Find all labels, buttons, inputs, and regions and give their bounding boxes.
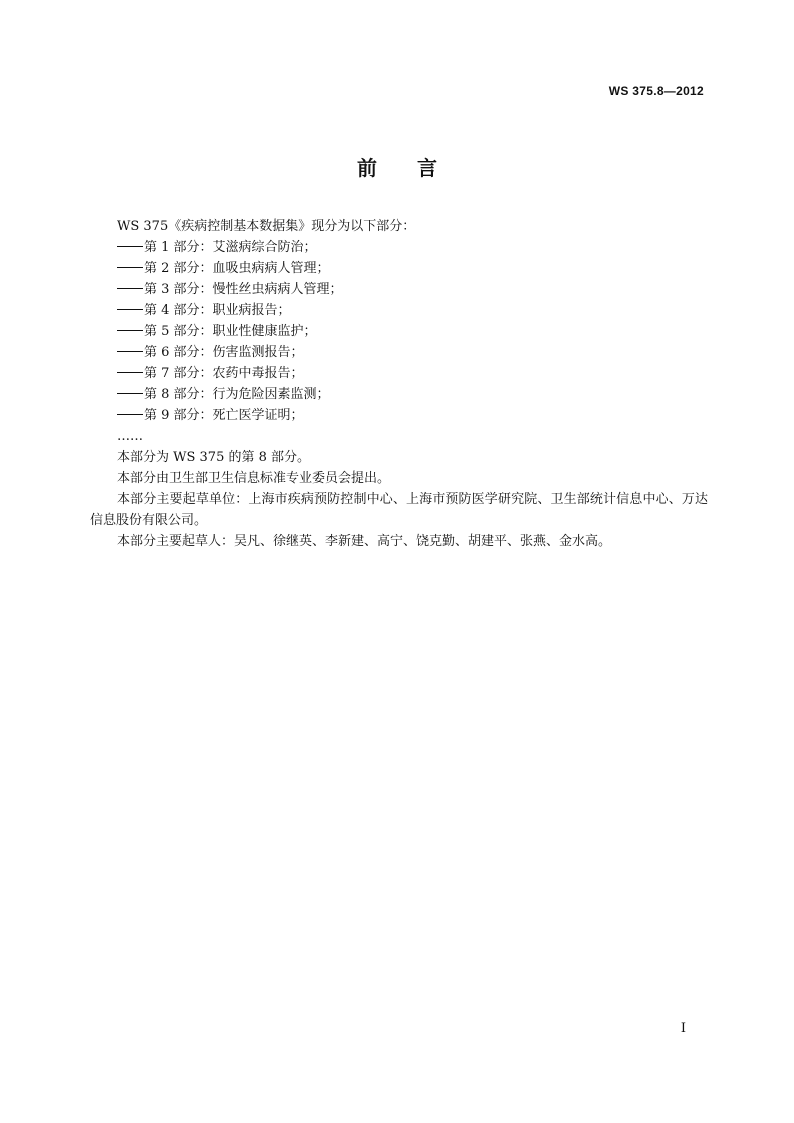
- page-number: I: [680, 1021, 686, 1036]
- dash-mark: [117, 372, 143, 374]
- part-text: 第 1 部分：艾滋病综合防治；: [144, 240, 317, 255]
- part-item-9: [90, 405, 708, 426]
- dash-mark: [117, 309, 143, 311]
- part-text: 第 3 部分：慢性丝虫病病人管理；: [144, 282, 343, 297]
- part-item-2: [90, 258, 708, 279]
- paragraph-proposer: 本部分由卫生部卫生信息标准专业委员会提出。: [117, 471, 391, 486]
- part-text: 第 6 部分：伤害监测报告；: [144, 345, 304, 360]
- foreword-body: [90, 216, 708, 552]
- part-item-7: [90, 363, 708, 384]
- part-text: 第 8 部分：行为危险因素监测；: [144, 387, 330, 402]
- page-title: 前言: [357, 156, 477, 180]
- part-item-3: [90, 279, 708, 300]
- dash-mark: [117, 267, 143, 269]
- dash-mark: [117, 246, 143, 248]
- dash-mark: [117, 330, 143, 332]
- part-text: 第 2 部分：血吸虫病病人管理；: [144, 261, 330, 276]
- paragraph-part-statement: 本部分为 WS 375 的第 8 部分。: [117, 450, 311, 465]
- part-text: 第 7 部分：农药中毒报告；: [144, 366, 304, 381]
- part-item-1: [90, 237, 708, 258]
- paragraph-drafters: 本部分主要起草人：吴凡、徐继英、李新建、高宁、饶克勤、胡建平、张燕、金水高。: [117, 534, 612, 549]
- part-text: 第 4 部分：职业病报告；: [144, 303, 291, 318]
- part-text: 第 5 部分：职业性健康监护；: [144, 324, 317, 339]
- dash-mark: [117, 351, 143, 353]
- paragraph-drafting-units: 本部分主要起草单位：上海市疾病预防控制中心、上海市预防医学研究院、卫生部统计信息中心、万达信息股份有限公司。: [90, 492, 708, 528]
- dash-mark: [117, 393, 143, 395]
- intro-line: WS 375《疾病控制基本数据集》现分为以下部分：: [117, 219, 416, 234]
- part-text: 第 9 部分：死亡医学证明；: [144, 408, 304, 423]
- part-item-5: [90, 321, 708, 342]
- part-item-4: [90, 300, 708, 321]
- standard-code: WS 375.8—2012: [608, 84, 704, 98]
- part-item-6: [90, 342, 708, 363]
- part-item-8: [90, 384, 708, 405]
- ellipsis-line: ……: [117, 429, 143, 444]
- parts-list: [90, 237, 708, 426]
- dash-mark: [117, 414, 143, 416]
- dash-mark: [117, 288, 143, 290]
